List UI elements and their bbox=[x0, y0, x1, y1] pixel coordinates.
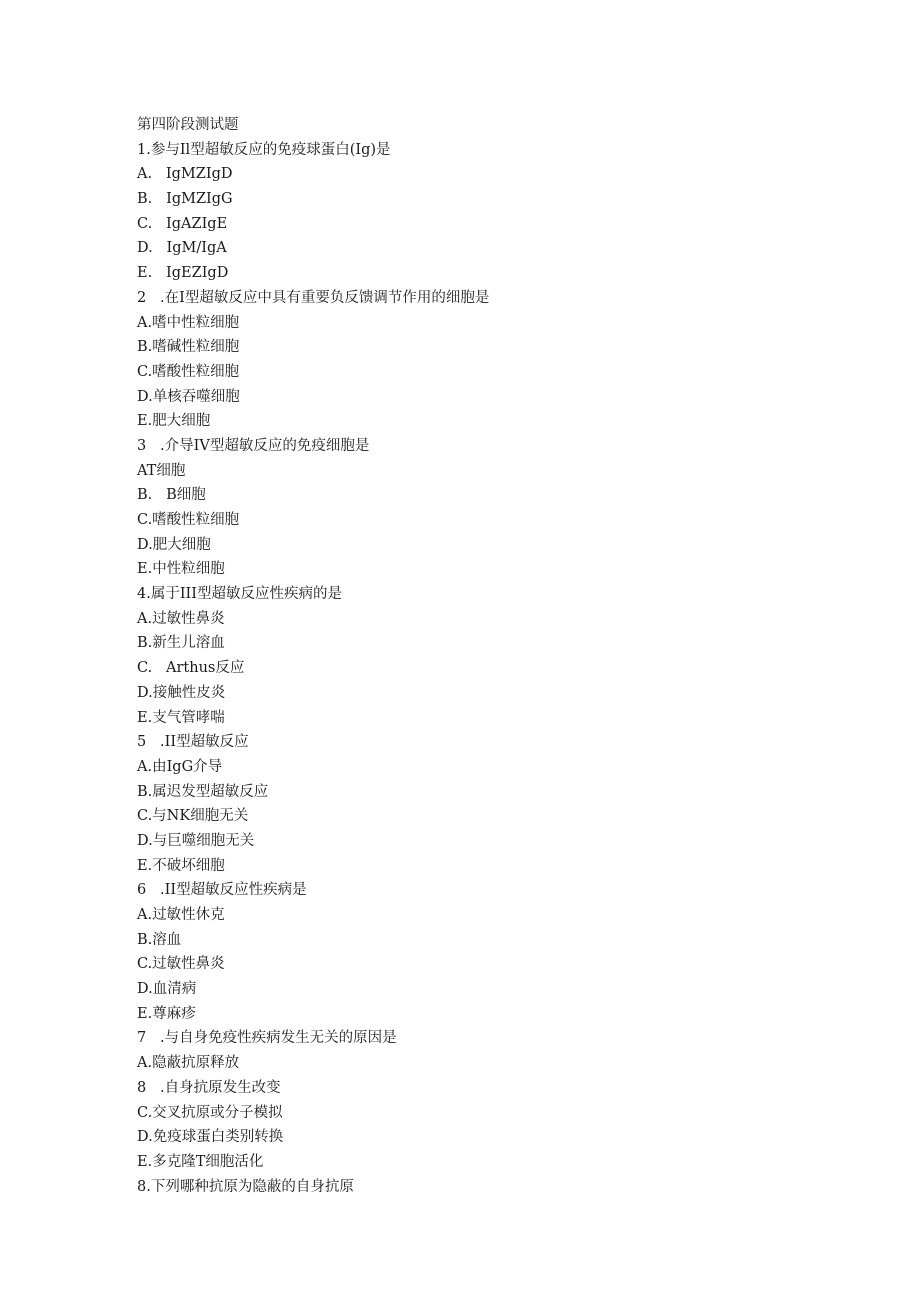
answer-option: B.新生儿溶血 bbox=[137, 635, 225, 652]
answer-option: C.过敏性鼻炎 bbox=[137, 956, 225, 973]
question-stem: 2 .在I型超敏反应中具有重要负反馈调节作用的细胞是 bbox=[137, 289, 490, 306]
answer-option: C. Arthus反应 bbox=[137, 660, 245, 677]
answer-option: C. IgAZIgE bbox=[137, 215, 228, 232]
answer-option: C.交叉抗原或分子模拟 bbox=[137, 1104, 283, 1121]
answer-option: B. B细胞 bbox=[137, 487, 206, 504]
question-block bbox=[137, 582, 837, 730]
question-stem: 7 .与自身免疫性疾病发生无关的原因是 bbox=[137, 1030, 397, 1047]
question-block bbox=[137, 138, 837, 286]
answer-option: A.过敏性休克 bbox=[137, 907, 225, 923]
answer-option: B. IgMZIgG bbox=[137, 191, 233, 208]
page-title: 第四阶段测试题 bbox=[137, 117, 239, 133]
answer-option: A. IgMZIgD bbox=[137, 166, 233, 183]
question-stem: 6 .II型超敏反应性疾病是 bbox=[137, 882, 307, 899]
answer-option: D.免疫球蛋白类别转换 bbox=[137, 1129, 284, 1146]
answer-option: D.接触性皮炎 bbox=[137, 684, 226, 701]
answer-option: E. IgEZIgD bbox=[137, 265, 229, 282]
answer-option: D.单核吞噬细胞 bbox=[137, 388, 240, 405]
question-list bbox=[137, 138, 837, 1200]
question-block bbox=[137, 1026, 837, 1174]
question-stem: 1.参与Il型超敏反应的免疫球蛋白(Ig)是 bbox=[137, 141, 391, 158]
answer-option: D.肥大细胞 bbox=[137, 536, 211, 553]
answer-option: E.肥大细胞 bbox=[137, 413, 211, 430]
question-stem: 5 .II型超敏反应 bbox=[137, 734, 249, 751]
exam-page bbox=[137, 113, 837, 1199]
answer-option: AT细胞 bbox=[137, 462, 186, 479]
answer-option: D.与巨噬细胞无关 bbox=[137, 832, 255, 849]
question-stem: 3 .介导IV型超敏反应的免疫细胞是 bbox=[137, 437, 370, 454]
question-stem: 4.属于III型超敏反应性疾病的是 bbox=[137, 586, 343, 603]
answer-option: E.不破坏细胞 bbox=[137, 857, 225, 874]
answer-option: B.嗜碱性粒细胞 bbox=[137, 339, 240, 356]
answer-option: E.支气管哮喘 bbox=[137, 709, 225, 726]
answer-option: A.隐蔽抗原释放 bbox=[137, 1055, 240, 1072]
answer-option: C.嗜酸性粒细胞 bbox=[137, 512, 240, 528]
answer-option: A.由IgG介导 bbox=[137, 758, 223, 775]
answer-option: E.多克隆T细胞活化 bbox=[137, 1153, 264, 1170]
answer-option: B.属迟发型超敏反应 bbox=[137, 783, 269, 800]
question-block bbox=[137, 878, 837, 1026]
answer-option: E.尊麻疹 bbox=[137, 1005, 196, 1022]
answer-option: E.中性粒细胞 bbox=[137, 561, 225, 578]
question-stem: 8.下列哪种抗原为隐蔽的自身抗原 bbox=[137, 1178, 354, 1195]
answer-option: B.溶血 bbox=[137, 931, 182, 948]
answer-option: A.嗜中性粒细胞 bbox=[137, 314, 240, 331]
answer-option: D. IgM/IgA bbox=[137, 240, 227, 257]
question-block bbox=[137, 730, 837, 878]
question-block bbox=[137, 286, 837, 434]
answer-option: A.过敏性鼻炎 bbox=[137, 610, 225, 627]
answer-option: C.嗜酸性粒细胞 bbox=[137, 363, 240, 380]
answer-option: C.与NK细胞无关 bbox=[137, 808, 249, 825]
question-block bbox=[137, 1175, 837, 1200]
answer-option: 8 .自身抗原发生改变 bbox=[137, 1079, 281, 1096]
question-block bbox=[137, 434, 837, 582]
answer-option: D.血清病 bbox=[137, 981, 197, 998]
